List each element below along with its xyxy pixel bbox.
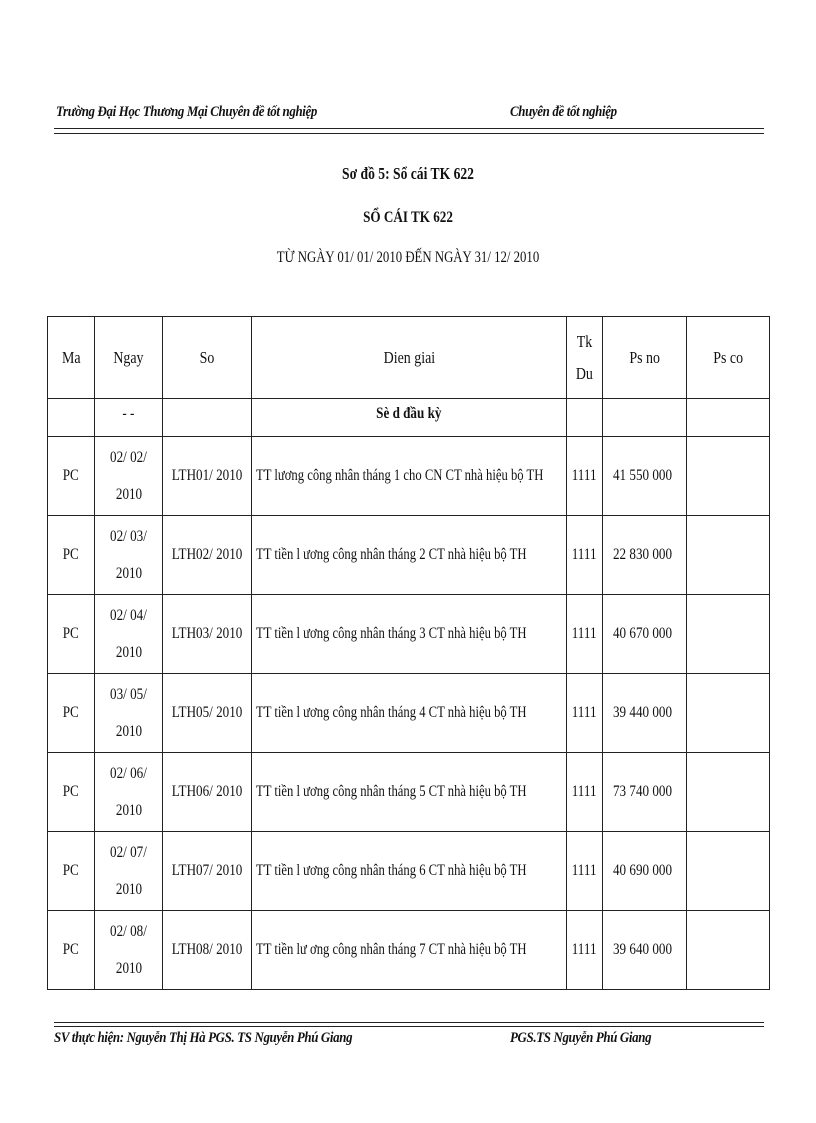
cell-ps-co — [687, 911, 770, 990]
header-rule — [54, 128, 764, 129]
header-ps-no: Ps no — [603, 317, 687, 399]
header-topic-title: Chuyên đề tốt nghiệp — [510, 104, 617, 120]
table-row — [48, 595, 770, 674]
cell-tk-du: 1111 — [567, 595, 603, 674]
cell-ps-no: 73 740 000 — [603, 753, 687, 832]
cell-tk-du: 1111 — [567, 674, 603, 753]
opening-ngay: - - — [95, 399, 163, 437]
cell-dien-giai: TT tiền lư ơng công nhân tháng 7 CT nhà hiệu bộ TH — [252, 911, 567, 990]
cell-dien-giai: TT tiền l ương công nhân tháng 5 CT nhà hiệu bộ TH — [252, 753, 567, 832]
footer-student: SV thực hiện: Nguyễn Thị Hà PGS. TS Nguyễn Phú Giang — [54, 1030, 353, 1046]
cell-so: LTH02/ 2010 — [163, 516, 252, 595]
header-school-title: Trường Đại Học Thương Mại Chuyên đề tốt nghiệp — [56, 104, 318, 120]
cell-ma: PC — [48, 753, 95, 832]
page-footer — [54, 1030, 764, 1054]
cell-ma: PC — [48, 595, 95, 674]
cell-ngay: 02/ 07/ 2010 — [95, 832, 163, 911]
footer-rule — [54, 1022, 764, 1023]
cell-ma: PC — [48, 832, 95, 911]
header-ngay: Ngay — [95, 317, 163, 399]
table-row — [48, 911, 770, 990]
header-so: So — [163, 317, 252, 399]
cell-dien-giai: TT tiền l ương công nhân tháng 4 CT nhà hiệu bộ TH — [252, 674, 567, 753]
cell-tk-du: 1111 — [567, 516, 603, 595]
cell-ngay: 02/ 04/ 2010 — [95, 595, 163, 674]
ledger-table — [47, 316, 770, 990]
cell-so: LTH05/ 2010 — [163, 674, 252, 753]
table-row — [48, 437, 770, 516]
cell-ps-co — [687, 832, 770, 911]
opening-balance-row — [48, 399, 770, 437]
header-ma: Ma — [48, 317, 95, 399]
period-title: TỪ NGÀY 01/ 01/ 2010 ĐẾN NGÀY 31/ 12/ 2010 — [276, 249, 540, 266]
footer-supervisor: PGS.TS Nguyễn Phú Giang — [510, 1030, 652, 1046]
cell-ps-co — [687, 516, 770, 595]
opening-label: Sè d đầu kỳ — [252, 399, 567, 437]
cell-so: LTH01/ 2010 — [163, 437, 252, 516]
cell-dien-giai: TT tiền l ương công nhân tháng 6 CT nhà hiệu bộ TH — [252, 832, 567, 911]
diagram-caption: Sơ đồ 5: Sổ cái TK 622 — [342, 164, 474, 183]
cell-ma: PC — [48, 516, 95, 595]
cell-so: LTH06/ 2010 — [163, 753, 252, 832]
cell-so: LTH07/ 2010 — [163, 832, 252, 911]
cell-ma: PC — [48, 437, 95, 516]
cell-dien-giai: TT tiền l ương công nhân tháng 3 CT nhà hiệu bộ TH — [252, 595, 567, 674]
header-dien-giai: Dien giai — [252, 317, 567, 399]
table-row — [48, 753, 770, 832]
cell-ps-no: 40 690 000 — [603, 832, 687, 911]
cell-ps-no: 22 830 000 — [603, 516, 687, 595]
cell-so: LTH03/ 2010 — [163, 595, 252, 674]
cell-ps-co — [687, 674, 770, 753]
table-row — [48, 832, 770, 911]
cell-ps-no: 39 440 000 — [603, 674, 687, 753]
cell-ps-no: 41 550 000 — [603, 437, 687, 516]
cell-ngay: 02/ 08/ 2010 — [95, 911, 163, 990]
table-header-row — [48, 317, 770, 399]
cell-tk-du: 1111 — [567, 437, 603, 516]
cell-ngay: 02/ 06/ 2010 — [95, 753, 163, 832]
header-rule — [54, 133, 764, 134]
cell-ngay: 02/ 02/ 2010 — [95, 437, 163, 516]
table-row — [48, 516, 770, 595]
cell-ps-co — [687, 437, 770, 516]
cell-dien-giai: TT tiền l ương công nhân tháng 2 CT nhà hiệu bộ TH — [252, 516, 567, 595]
cell-ps-co — [687, 595, 770, 674]
cell-ps-co — [687, 753, 770, 832]
cell-ma: PC — [48, 674, 95, 753]
cell-tk-du: 1111 — [567, 832, 603, 911]
table-row — [48, 674, 770, 753]
cell-dien-giai: TT lương công nhân tháng 1 cho CN CT nhà hiệu bộ TH — [252, 437, 567, 516]
cell-tk-du: 1111 — [567, 911, 603, 990]
ledger-title: SỔ CÁI TK 622 — [363, 209, 453, 226]
cell-ps-no: 40 670 000 — [603, 595, 687, 674]
cell-tk-du: 1111 — [567, 753, 603, 832]
page-header — [54, 104, 764, 130]
header-tk-du: Tk Du — [567, 317, 603, 399]
footer-rule — [54, 1026, 764, 1027]
header-ps-co: Ps co — [687, 317, 770, 399]
cell-ngay: 02/ 03/ 2010 — [95, 516, 163, 595]
cell-ma: PC — [48, 911, 95, 990]
cell-ps-no: 39 640 000 — [603, 911, 687, 990]
cell-ngay: 03/ 05/ 2010 — [95, 674, 163, 753]
cell-so: LTH08/ 2010 — [163, 911, 252, 990]
